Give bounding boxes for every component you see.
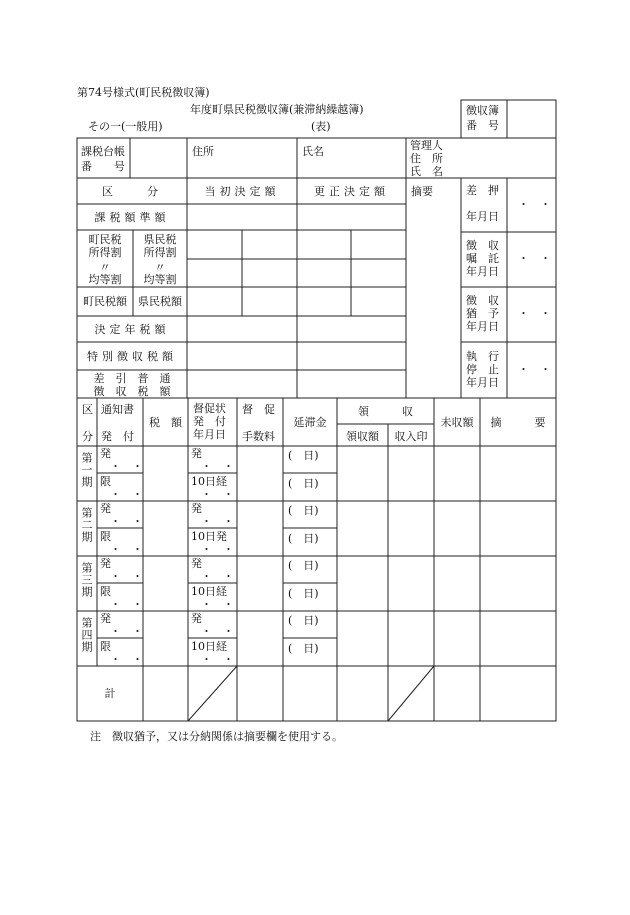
commission-label-2: 嘱 託 (466, 252, 499, 265)
lower-kubun: 区 (82, 403, 93, 416)
row-pref-equal-2: 均等割 (143, 273, 177, 286)
issue-label: 発 (100, 612, 111, 625)
total-diagonal-2 (388, 666, 434, 721)
side-label: (表) (311, 120, 331, 133)
main-title: 年度町県民税徴収簿(兼滞納繰越簿) (190, 103, 364, 116)
demand-issue: 発 (191, 502, 202, 515)
deferral-date: ・ ・ (518, 307, 551, 320)
col-revised-amount: 更正決定額 (314, 185, 389, 198)
period-label: 第二期 (80, 507, 93, 543)
unpaid-label: 未収額 (440, 416, 474, 429)
demand-deadline: 10日経 (191, 585, 227, 598)
admin-label: 管理人 (410, 139, 443, 152)
demand-label-2: 発 付 (193, 415, 226, 428)
due-label: 限 (100, 585, 111, 598)
suspension-date: ・ ・ (518, 363, 551, 376)
subtitle: その一(一般用) (88, 120, 163, 133)
due-date: ・ ・ (110, 543, 143, 556)
total-label: 計 (104, 687, 116, 700)
demand-issue-date: ・ ・ (201, 625, 234, 638)
period-label: 第一期 (80, 452, 93, 488)
ledger-no-label-2: 番 号 (466, 119, 499, 132)
row-pref-income-2: 所得割 (143, 246, 177, 259)
demand-label: 督促状 (193, 402, 226, 415)
late-days: ( 日) (288, 559, 319, 572)
demand-deadline: 10日経 (191, 640, 227, 653)
tax-ledger-label-2: 番 号 (81, 160, 125, 173)
late-days-2: ( 日) (288, 477, 319, 490)
admin-name-label: 氏 名 (410, 165, 443, 178)
row-town-income: 町民税 (88, 233, 122, 246)
seizure-date: ・ ・ (518, 198, 551, 211)
stamp-label: 収入印 (394, 430, 428, 443)
received-amount-label: 領収額 (346, 430, 379, 443)
row-base-amount: 課税額準額 (94, 211, 170, 224)
issue-label: 発 (100, 557, 111, 570)
notice-label-2: 発 付 (101, 430, 134, 443)
notice-label: 通知書 (101, 403, 134, 416)
late-days: ( 日) (288, 614, 319, 627)
demand-deadline-date: ・ ・ (201, 488, 234, 501)
seizure-date-label: 年月日 (466, 210, 499, 223)
row-pref-equal: 〃 (154, 261, 166, 274)
col-initial-amount: 当初決定額 (204, 185, 280, 198)
due-date: ・ ・ (110, 598, 143, 611)
name-label: 氏名 (302, 145, 324, 158)
row-town-equal: 〃 (99, 261, 111, 274)
fee-label: 督 促 (242, 403, 275, 416)
issue-date: ・ ・ (110, 625, 143, 638)
row-town-tax: 町民税額 (83, 295, 127, 308)
issue-label: 発 (100, 502, 111, 515)
row-special-collection: 特別徴収税額 (87, 350, 177, 363)
commission-date: ・ ・ (518, 252, 551, 265)
due-label: 限 (100, 475, 111, 488)
deferral-label: 徴 収 (466, 294, 499, 307)
due-label: 限 (100, 640, 111, 653)
demand-deadline: 10日発 (191, 530, 227, 543)
col-remarks: 摘要 (411, 185, 433, 198)
demand-deadline-date: ・ ・ (201, 598, 234, 611)
address-label: 住所 (192, 145, 214, 158)
deferral-label-2: 猶 予 (466, 307, 499, 320)
late-days: ( 日) (288, 504, 319, 517)
demand-deadline-date: ・ ・ (201, 543, 234, 556)
late-days-2: ( 日) (288, 532, 319, 545)
row-town-equal-2: 均等割 (88, 273, 122, 286)
deferral-date-label: 年月日 (466, 320, 499, 333)
row-pref-tax: 県民税額 (138, 295, 182, 308)
row-pref-income: 県民税 (143, 233, 177, 246)
late-days-2: ( 日) (288, 642, 319, 655)
issue-label: 発 (100, 447, 111, 460)
col-kubun: 区 分 (102, 185, 162, 198)
demand-issue: 発 (191, 612, 202, 625)
demand-issue-date: ・ ・ (201, 570, 234, 583)
form-number: 第74号様式(町民税徴収簿) (77, 86, 210, 99)
tax-amount-label: 税 額 (149, 416, 182, 429)
commission-label: 徴 収 (466, 239, 499, 252)
demand-issue-date: ・ ・ (201, 515, 234, 528)
commission-date-label: 年月日 (466, 265, 499, 278)
form-outer-frame (77, 138, 556, 721)
fee-label-2: 手数料 (242, 430, 275, 443)
demand-deadline-date: ・ ・ (201, 653, 234, 666)
demand-deadline: 10日経 (191, 475, 227, 488)
due-date: ・ ・ (110, 653, 143, 666)
ledger-no-label: 徴収簿 (466, 104, 499, 117)
issue-date: ・ ・ (110, 570, 143, 583)
row-decided-tax: 決定年税額 (94, 323, 170, 336)
lower-kubun-2: 分 (82, 430, 93, 443)
demand-issue: 発 (191, 447, 202, 460)
row-ordinary-collection: 差 引 普 通 (93, 372, 171, 385)
due-label: 限 (100, 530, 111, 543)
footnote: 注 徴収猶予，又は分納関係は摘要欄を使用する。 (90, 730, 343, 743)
row-ordinary-collection-2: 徴 収 税 額 (93, 385, 171, 398)
demand-issue: 発 (191, 557, 202, 570)
period-label: 第四期 (80, 617, 93, 653)
received-label: 領 収 (358, 405, 413, 418)
period-label: 第三期 (80, 562, 93, 598)
late-days: ( 日) (288, 449, 319, 462)
suspension-label: 執 行 (466, 350, 499, 363)
late-fee-label: 延滞金 (293, 416, 327, 429)
tax-ledger-label: 課税台帳 (81, 145, 125, 158)
seizure-label: 差 押 (466, 184, 499, 197)
due-date: ・ ・ (110, 488, 143, 501)
issue-date: ・ ・ (110, 460, 143, 473)
issue-date: ・ ・ (110, 515, 143, 528)
late-days-2: ( 日) (288, 587, 319, 600)
admin-address-label: 住 所 (410, 152, 443, 165)
total-diagonal-1 (188, 666, 237, 721)
demand-issue-date: ・ ・ (201, 460, 234, 473)
lower-remarks-label: 摘 要 (490, 416, 546, 429)
row-town-income-2: 所得割 (88, 246, 122, 259)
demand-label-3: 年月日 (193, 428, 226, 441)
suspension-label-2: 停 止 (466, 363, 499, 376)
suspension-date-label: 年月日 (466, 376, 499, 389)
